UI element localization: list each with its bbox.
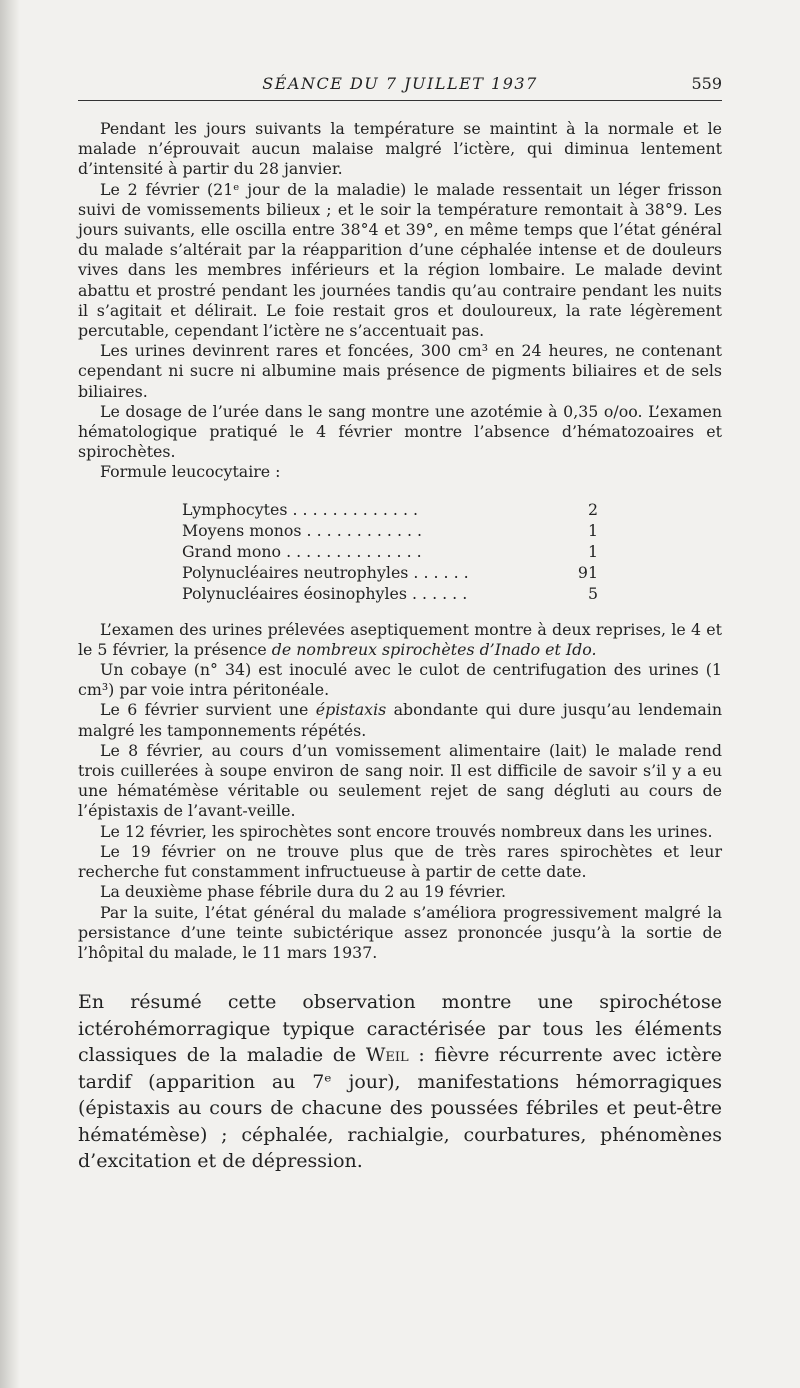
row-label: Lymphocytes . . . . . . . . . . . . . xyxy=(182,499,419,519)
text-run: abondante qui dure jusqu’au lendemain malgré les tamponnements répétés. xyxy=(78,700,723,740)
paragraph: Pendant les jours suivants la température se maintint à la normale et le malade n’éprouvait aucun malaise malgré l’ictère, qui diminua lentement d’intensité à partir du 28 janvier. xyxy=(78,119,722,179)
table-row xyxy=(182,541,598,562)
document-page xyxy=(78,72,722,1175)
summary xyxy=(78,989,722,1175)
leukocyte-formula-table xyxy=(182,499,598,604)
row-value: 5 xyxy=(587,583,598,603)
text-run: Le 6 février survient une xyxy=(100,700,316,720)
paragraph: Le 8 février, au cours d’un vomissement alimentaire (lait) le malade rend trois cuillerées à soupe environ de sang noir. Il est difficile de savoir s’il y a eu une hématémèse véritable ou seulement rejet de sang dégluti au cours de l’épistaxis de l’avant-veille. xyxy=(78,740,722,821)
row-value: 2 xyxy=(587,499,598,519)
table-row xyxy=(182,562,598,583)
page-edge-shadow xyxy=(0,0,20,1388)
summary-paragraph xyxy=(78,989,722,1175)
paragraph: La deuxième phase fébrile dura du 2 au 19 février. xyxy=(100,882,507,902)
table-row xyxy=(182,520,598,541)
row-value: 1 xyxy=(587,541,598,561)
paragraph: Le 12 février, les spirochètes sont encore trouvés nombreux dans les urines. xyxy=(100,821,713,841)
italic-text: de nombreux spirochètes d’Inado et Ido. xyxy=(271,639,597,659)
row-value: 1 xyxy=(587,520,598,540)
paragraph: Le 19 février on ne trouve plus que de très rares spirochètes et leur recherche fut constamment infructueuse à partir de cette date. xyxy=(78,841,722,882)
paragraph: Le dosage de l’urée dans le sang montre une azotémie à 0,35 o/oo. L’examen hématologique pratiqué le 4 février montre l’absence d’hématozoaires et spirochètes. xyxy=(78,401,722,462)
table-row xyxy=(182,499,598,520)
running-title: SÉANCE DU 7 JUILLET 1937 xyxy=(262,74,538,93)
page-header xyxy=(78,72,722,101)
paragraph xyxy=(78,700,722,740)
row-label: Grand mono . . . . . . . . . . . . . . xyxy=(182,541,422,561)
page-number: 559 xyxy=(691,74,722,93)
author-name: Weil xyxy=(365,1044,409,1067)
row-label: Polynucléaires neutrophyles . . . . . . xyxy=(182,562,469,582)
italic-text: épistaxis xyxy=(315,700,387,720)
paragraph: Par la suite, l’état général du malade s’améliora progressivement malgré la persistance d’une teinte subictérique assez prononcée jusqu’à la sortie de l’hôpital du malade, le 11 mars 1937. xyxy=(78,902,722,962)
row-label: Moyens monos . . . . . . . . . . . . xyxy=(182,520,423,540)
table-row xyxy=(182,583,598,604)
text-run: L’examen des urines prélevées aseptiquement montre à deux reprises, le 4 et le 5 février, la présence xyxy=(78,619,722,659)
formula-title: Formule leucocytaire : xyxy=(100,462,281,482)
paragraph: Un cobaye (n° 34) est inoculé avec le culot de centrifugation des urines (1 cm³) par voie intra péritonéale. xyxy=(78,660,722,700)
paragraph: Le 2 février (21ᵉ jour de la maladie) le malade ressentait un léger frisson suivi de vomissements bilieux ; et le soir la température remontait à 38°9. Les jours suivants, elle oscilla entre 38°4 et 39°, en même temps que l’état général du malade s’altérait par la réapparition d’une céphalée intense et de douleurs vives dans les membres inférieurs et la région lombaire. Le malade devint abattu et prostré pendant les journées tandis qu’au contraire pendant les nuits il s’agitait et délirait. Le foie restait gros et douloureux, la rate légèrement percutable, cependant l’ictère ne s’accentuait pas. xyxy=(78,179,722,341)
row-label: Polynucléaires éosinophyles . . . . . . xyxy=(182,583,468,603)
row-value: 91 xyxy=(577,562,598,582)
body-text xyxy=(78,119,722,963)
paragraph: Les urines devinrent rares et foncées, 300 cm³ en 24 heures, ne contenant cependant ni sucre ni albumine mais présence de pigments biliaires et de sels biliaires. xyxy=(78,341,722,401)
text-run: En résumé cette observation montre une spirochétose ictérohémorragique typique caractérisée par tous les éléments classiques de la maladie de xyxy=(78,991,722,1067)
paragraph xyxy=(78,620,722,660)
text-run: : fièvre récurrente avec ictère tardif (apparition au 7ᵉ jour), manifestations hémorragiques (épistaxis au cours de chacune des poussées fébriles et peut-être hématémèse) ; céphalée, rachialgie, courbatures, phénomènes d’excitation et de dépression. xyxy=(78,1044,722,1173)
